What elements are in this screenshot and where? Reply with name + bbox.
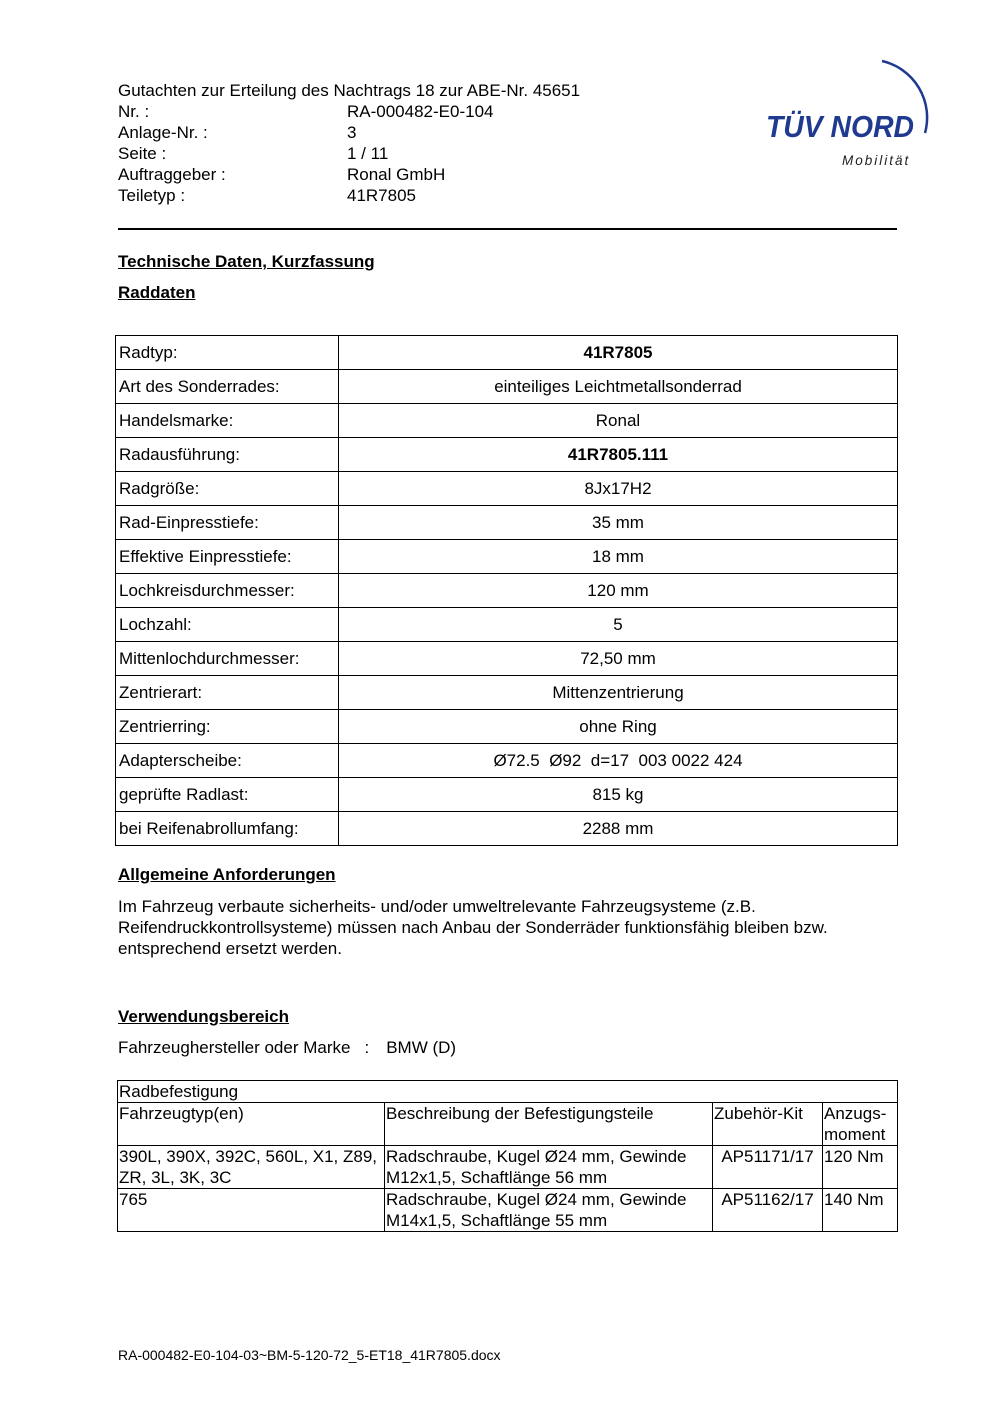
fastening-caption: Radbefestigung — [118, 1081, 898, 1103]
row-value: 35 mm — [339, 506, 898, 540]
row-value: 120 mm — [339, 574, 898, 608]
row-value: 41R7805.111 — [339, 438, 898, 472]
row-value: Mittenzentrierung — [339, 676, 898, 710]
report-title: Gutachten zur Erteilung des Nachtrags 18 zur ABE-Nr. 45651 — [118, 81, 581, 100]
header-field-label: Seite : — [118, 144, 167, 163]
row-value: 5 — [339, 608, 898, 642]
header-field-label: Anlage-Nr. : — [118, 123, 208, 142]
column-header: Zubehör-Kit — [713, 1103, 823, 1146]
table-row — [116, 506, 898, 540]
logo-brand-text: TÜV NORD — [766, 109, 914, 144]
row-label: Zentrierring: — [116, 710, 339, 744]
row-label: Adapterscheibe: — [116, 744, 339, 778]
table-cell: 140 Nm — [823, 1189, 898, 1232]
table-row — [118, 1146, 898, 1189]
header-field-value: RA-000482-E0-104 — [347, 102, 494, 121]
table-row — [116, 438, 898, 472]
footer-filename: RA-000482-E0-104-03~BM-5-120-72_5-ET18_41R7805.docx — [118, 1347, 501, 1363]
row-value: 41R7805 — [339, 336, 898, 370]
row-value: 2288 mm — [339, 812, 898, 846]
table-row — [116, 642, 898, 676]
table-row — [116, 812, 898, 846]
row-value: 18 mm — [339, 540, 898, 574]
section-verwendung-heading: Verwendungsbereich — [118, 1007, 289, 1026]
section-tech-heading: Technische Daten, Kurzfassung — [118, 252, 375, 271]
row-label: Mittenlochdurchmesser: — [116, 642, 339, 676]
table-row — [116, 370, 898, 404]
allgemein-paragraph: Im Fahrzeug verbaute sicherheits- und/oder umweltrelevante Fahrzeugsysteme (z.B. Reifendruckkontrollsysteme) müssen nach Anbau der Sonderräder funktionsfähig bleiben bzw. entsprechend ersetzt werden. — [118, 897, 828, 958]
table-row — [118, 1189, 898, 1232]
header-field-seite — [118, 143, 580, 164]
header-field-label: Auftraggeber : — [118, 165, 226, 184]
table-row — [116, 404, 898, 438]
table-cell: AP51162/17 — [713, 1189, 823, 1232]
header-field-value: Ronal GmbH — [347, 165, 446, 184]
row-label: Lochkreisdurchmesser: — [116, 574, 339, 608]
header-field-nr — [118, 101, 580, 122]
table-cell: 765 — [118, 1189, 385, 1232]
header-divider — [118, 228, 897, 230]
row-value: Ø72.5 Ø92 d=17 003 0022 424 — [339, 744, 898, 778]
row-label: Lochzahl: — [116, 608, 339, 642]
row-label: Effektive Einpresstiefe: — [116, 540, 339, 574]
table-row — [116, 574, 898, 608]
table-cell: Radschraube, Kugel Ø24 mm, Gewinde M12x1,5, Schaftlänge 56 mm — [385, 1146, 713, 1189]
header-field-teiletyp — [118, 185, 580, 206]
vehicle-label: Fahrzeughersteller oder Marke — [118, 1038, 351, 1057]
table-row — [116, 710, 898, 744]
row-label: Art des Sonderrades: — [116, 370, 339, 404]
row-value: 72,50 mm — [339, 642, 898, 676]
section-allgemein-heading: Allgemeine Anforderungen — [118, 865, 336, 884]
row-value: ohne Ring — [339, 710, 898, 744]
tuv-nord-logo — [760, 58, 945, 173]
row-label: geprüfte Radlast: — [116, 778, 339, 812]
header-field-value: 3 — [347, 123, 357, 142]
table-cell: AP51171/17 — [713, 1146, 823, 1189]
header-field-value: 1 / 11 — [347, 144, 389, 163]
table-header-row — [118, 1103, 898, 1146]
header-field-label: Nr. : — [118, 102, 150, 121]
vehicle-colon: : — [364, 1038, 370, 1057]
column-header: Beschreibung der Befestigungsteile — [385, 1103, 713, 1146]
header-field-anlage — [118, 122, 580, 143]
row-value: einteiliges Leichtmetallsonderrad — [339, 370, 898, 404]
column-header: Fahrzeugtyp(en) — [118, 1103, 385, 1146]
column-header: Anzugs-moment — [823, 1103, 898, 1146]
row-label: Zentrierart: — [116, 676, 339, 710]
vehicle-manufacturer-line — [118, 1038, 456, 1058]
section-raddaten-heading: Raddaten — [118, 283, 196, 302]
table-row — [116, 336, 898, 370]
row-label: Rad-Einpresstiefe: — [116, 506, 339, 540]
table-row — [116, 676, 898, 710]
table-row — [116, 778, 898, 812]
table-cell: 120 Nm — [823, 1146, 898, 1189]
table-cell: Radschraube, Kugel Ø24 mm, Gewinde M14x1,5, Schaftlänge 55 mm — [385, 1189, 713, 1232]
header-field-auftraggeber — [118, 164, 580, 185]
table-row — [116, 744, 898, 778]
logo-sub-text: Mobilität — [842, 153, 911, 168]
table-row — [116, 608, 898, 642]
row-value: 815 kg — [339, 778, 898, 812]
table-caption-row — [118, 1081, 898, 1103]
wheel-data-table — [115, 335, 898, 846]
document-header — [118, 80, 580, 206]
row-label: Radausführung: — [116, 438, 339, 472]
row-label: Radtyp: — [116, 336, 339, 370]
header-field-label: Teiletyp : — [118, 186, 186, 205]
row-label: Handelsmarke: — [116, 404, 339, 438]
table-row — [116, 540, 898, 574]
fastening-table — [117, 1080, 898, 1232]
vehicle-value: BMW (D) — [386, 1038, 457, 1057]
row-label: Radgröße: — [116, 472, 339, 506]
header-field-value: 41R7805 — [347, 186, 417, 205]
row-label: bei Reifenabrollumfang: — [116, 812, 339, 846]
table-cell: 390L, 390X, 392C, 560L, X1, Z89, ZR, 3L, 3K, 3C — [118, 1146, 385, 1189]
row-value: Ronal — [339, 404, 898, 438]
row-value: 8Jx17H2 — [339, 472, 898, 506]
table-row — [116, 472, 898, 506]
